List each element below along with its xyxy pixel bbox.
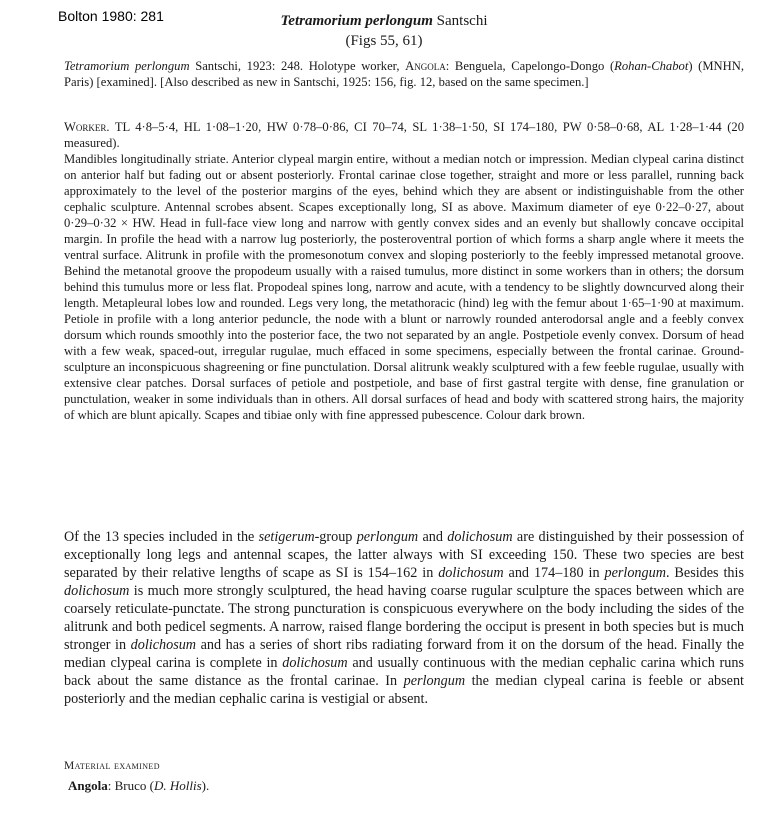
figure-reference: (Figs 55, 61) <box>345 33 423 49</box>
discussion-paragraph <box>64 528 744 708</box>
species-author: Santschi <box>436 13 488 29</box>
citation-text-b: : Benguela, Capelongo-Dongo ( <box>445 59 615 73</box>
discussion-text: are distinguished by their possession of exceptionally long legs and antennal scapes, the latter always with SI exceeding 150. These two species are best separated by their relative lengths of scape as SI is 154–162 in <box>64 529 744 581</box>
material-collector: D. Hollis <box>153 778 202 793</box>
discussion-text: -group <box>314 529 357 545</box>
discussion-text: the median clypeal carina is feeble or absent posteriorly and the median cephalic carina is vestigial or absent. <box>64 673 744 707</box>
species-ref: dolichosum <box>130 637 197 653</box>
group-name: setigerum <box>258 529 315 545</box>
species-ref: perlongum <box>356 529 419 545</box>
material-entry <box>68 778 209 794</box>
species-title <box>0 12 768 31</box>
discussion-text: Of the 13 species included in the <box>64 529 259 545</box>
citation-text-c: ) (MNHN, Paris) [examined]. [Also described as new in Santschi, 1925: 156, fig. 12, based on the same specimen.] <box>64 59 744 89</box>
discussion-text: and 174–180 in <box>503 565 605 581</box>
material-end: ). <box>201 778 210 793</box>
worker-description: Mandibles longitudinally striate. Anterior clypeal margin entire, without a median notch or impression. Median clypeal carina distinct on anterior half but fading out or absent posteriorly. Frontal carinae close together, straight and more or less parallel, running back approximately to the level of the posterior margins of the eyes, behind which they are absent or indistinguishable from the other cephalic sculpture. Antennal scrobes absent. Scapes exceptionally long, SI as above. Maximum diameter of eye 0·22–0·27, about 0·29–0·32 × HW. Head in full-face view long and narrow with gently convex sides and an evenly but shallowly concave occipital margin. In profile the head with a narrow lug posteriorly, the posteroventral portion of which forms a sharp angle where it meets the ventral surface. Alitrunk in profile with the promesonotum convex and sloping posteriorly to the feebly impressed metanotal groove. Behind the metanotal groove the propodeum usually with a raised tumulus, more distinct in some workers than in others; the dorsum behind this tumulus more or less flat. Propodeal spines long, narrow and acute, with a tendency to be slightly downcurved along their length. Metapleural lobes low and rounded. Legs very long, the metathoracic (hind) leg with the femur about 1·65–1·90 at maximum. Petiole in profile with a long anterior peduncle, the node with a blunt or narrowly rounded anterodorsal angle and a feebly convex dorsum which rounds smoothly into the posterior face, the two not separated by an angle. Postpetiole evenly convex. Dorsum of head with a few weak, spaced-out, irregular rugulae, much effaced in some specimens, especially between the frontal carinae. Ground-sculpture an inconspicuous shagreening or fine punctulation. Dorsal alitrunk weakly sculptured with a few feeble rugulae, usually with extensive clear patches. Dorsal surfaces of petiole and postpetiole, and base of first gastral tergite with dense, fine granulation or punctulation, weaker in some individuals than in others. All dorsal surfaces of head and body with scattered strong hairs, the majority of which are blunt apically. Scapes and tibiae only with fine appressed pubescence. Colour dark brown. <box>64 152 744 422</box>
discussion-text: . Besides this <box>665 565 744 581</box>
discussion-text: is much more strongly sculptured, the head having coarse rugular sculpture the spaces between which are coarsely reticulate-punctate. The strong puncturation is conspicuous everywhere on the body including the sides of the alitrunk and both pedicel segments. A narrow, raised flange bordering the occiput is present in both species but is much stronger in <box>64 583 744 653</box>
citation-country: Angola <box>405 59 446 73</box>
material-heading: Material examined <box>64 760 160 772</box>
species-ref: perlongum <box>403 673 466 689</box>
species-name: Tetramorium perlongum <box>280 13 433 29</box>
citation-name: Tetramorium perlongum <box>64 59 190 73</box>
worker-measurements <box>64 119 744 151</box>
citation-text-a: Santschi, 1923: 248. Holotype worker, <box>189 59 406 73</box>
measurements-text: . TL 4·8–5·4, HL 1·08–1·20, HW 0·78–0·86, CI 70–74, SL 1·38–1·50, SI 174–180, PW 0·58–0·68, AL 1·28–1·44 (20 measured). <box>64 120 744 150</box>
worker-label: Worker <box>64 120 107 134</box>
source-label: Bolton 1980: 281 <box>58 8 164 24</box>
species-ref: dolichosum <box>438 565 504 581</box>
synonymy-citation <box>64 58 744 90</box>
material-locality: : Bruco ( <box>107 778 154 793</box>
species-ref: dolichosum <box>447 529 513 545</box>
discussion-text: and has a series of short ribs radiating forward from it on the dorsum of the head. Finally the median clypeal carina is complete in <box>64 637 744 671</box>
citation-collector: Rohan-Chabot <box>614 59 689 73</box>
species-ref: dolichosum <box>282 655 348 671</box>
discussion-text: and <box>418 529 448 545</box>
discussion-text: and usually continuous with the median cephalic carina which runs back about the same distance as the frontal carinae. In <box>64 655 744 689</box>
material-country: Angola <box>68 778 108 793</box>
species-ref: dolichosum <box>64 583 130 599</box>
species-ref: perlongum <box>604 565 666 581</box>
